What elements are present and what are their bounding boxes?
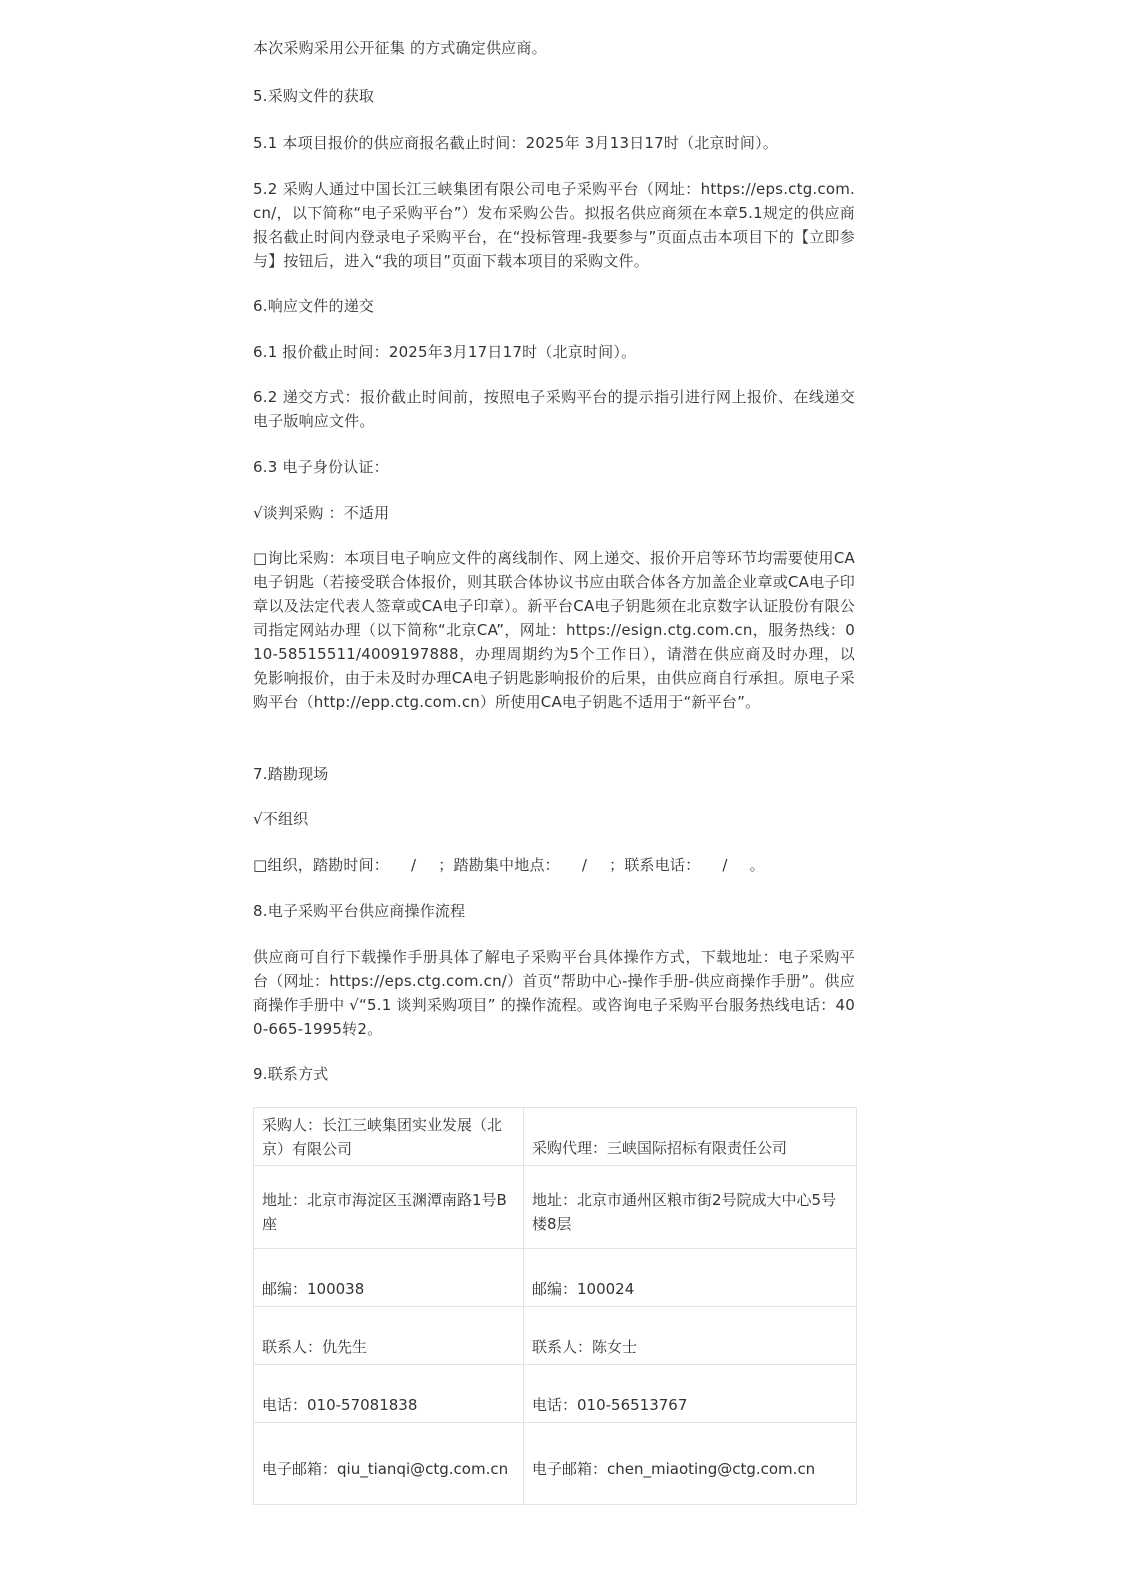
agent-name-cell: 采购代理：三峡国际招标有限责任公司 xyxy=(524,1108,857,1166)
option-negotiation: √谈判采购 ：不适用 xyxy=(253,504,390,522)
method-paragraph: 本次采购采用公开征集 的方式确定供应商。 xyxy=(253,39,547,57)
purchaser-email-cell: 电子邮箱：qiu_tianqi@ctg.com.cn xyxy=(254,1423,524,1505)
option-inquiry: □询比采购：本项目电子响应文件的离线制作、网上递交、报价开启等环节均需要使用CA电子钥匙（若接受联合体报价，则其联合体协议书应由联合体各方加盖企业章或CA电子印章以及法定代表人签章或CA电子印章）。新平台CA电子钥匙须在北京数字认证股份有限公司指定网站办理（以下简称“北京CA”，网址：https://esign.ctg.com.cn，服务热线：010-58515511/4009197888，办理周期约为5个工作日），请潜在供应商及时办理，以免影响报价，由于未及时办理CA电子钥匙影响报价的后果，由供应商自行承担。原电子采购平台（http://epp.ctg.com.cn）所使用CA电子钥匙不适用于“新平台”。 xyxy=(253,549,855,711)
purchaser-address-cell: 地址：北京市海淀区玉渊潭南路1号B座 xyxy=(254,1166,524,1249)
site-visit-sep-phone: ；联系电话： xyxy=(609,856,701,874)
section-9-heading: 9.联系方式 xyxy=(253,1065,329,1083)
clause-8-body: 供应商可自行下载操作手册具体了解电子采购平台具体操作方式，下载地址：电子采购平台（网址：https://eps.ctg.com.cn/）首页“帮助中心-操作手册-供应商操作手册”。供应商操作手册中 √“5.1 谈判采购项目” 的操作流程。或咨询电子采购平台服务热线电话：400-665-1995转2。 xyxy=(253,948,855,1038)
clause-6-2: 6.2 递交方式：报价截止时间前，按照电子采购平台的提示指引进行网上报价、在线递交电子版响应文件。 xyxy=(253,388,855,430)
site-visit-phone: / xyxy=(722,856,728,874)
purchaser-phone-cell: 电话：010-57081838 xyxy=(254,1365,524,1423)
agent-email-cell: 电子邮箱：chen_miaoting@ctg.com.cn xyxy=(524,1423,857,1505)
clause-5-1: 5.1 本项目报价的供应商报名截止时间：2025年 3月13日17时（北京时间）。 xyxy=(253,134,778,152)
agent-phone-cell: 电话：010-56513767 xyxy=(524,1365,857,1423)
site-visit-sep-location: ；踏勘集中地点： xyxy=(438,856,560,874)
section-6-heading: 6.响应文件的递交 xyxy=(253,297,375,315)
section-8-heading: 8.电子采购平台供应商操作流程 xyxy=(253,902,466,920)
purchaser-contact-cell: 联系人：仇先生 xyxy=(254,1307,524,1365)
table-row xyxy=(254,1108,857,1166)
agent-postcode-cell: 邮编：100024 xyxy=(524,1249,857,1307)
contact-table xyxy=(253,1107,857,1505)
agent-contact-cell: 联系人：陈女士 xyxy=(524,1307,857,1365)
section-5-heading: 5.采购文件的获取 xyxy=(253,87,375,105)
table-row xyxy=(254,1249,857,1307)
site-visit-location: / xyxy=(581,856,588,874)
purchaser-postcode-cell: 邮编：100038 xyxy=(254,1249,524,1307)
table-row xyxy=(254,1307,857,1365)
site-visit-end: 。 xyxy=(749,856,765,874)
table-row xyxy=(254,1423,857,1505)
clause-6-1: 6.1 报价截止时间：2025年3月17日17时（北京时间）。 xyxy=(253,343,637,361)
site-visit-time: / xyxy=(410,856,417,874)
option-no-organize: √不组织 xyxy=(253,810,309,828)
section-7-heading: 7.踏勘现场 xyxy=(253,765,329,783)
clause-6-3: 6.3 电子身份认证： xyxy=(253,458,389,476)
agent-address-cell: 地址：北京市通州区粮市街2号院成大中心5号楼8层 xyxy=(524,1166,857,1249)
table-row xyxy=(254,1365,857,1423)
option-organize-site-visit xyxy=(253,853,855,877)
clause-5-2: 5.2 采购人通过中国长江三峡集团有限公司电子采购平台（网址：https://eps.ctg.com.cn/，以下简称“电子采购平台”）发布采购公告。拟报名供应商须在本章5.1规定的供应商报名截止时间内登录电子采购平台，在“投标管理-我要参与”页面点击本项目下的【立即参与】按钮后，进入“我的项目”页面下载本项目的采购文件。 xyxy=(253,180,855,270)
table-row xyxy=(254,1166,857,1249)
site-visit-prefix: □组织，踏勘时间： xyxy=(253,856,389,874)
purchaser-name-cell: 采购人：长江三峡集团实业发展（北京）有限公司 xyxy=(254,1108,524,1166)
